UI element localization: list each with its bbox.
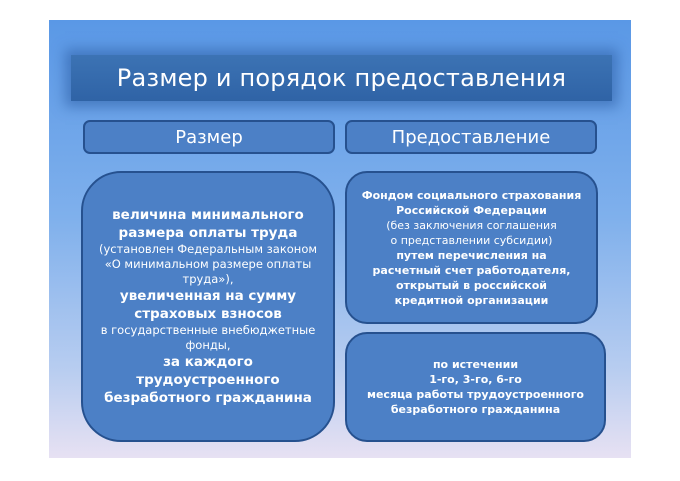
text-line: страховых взносов: [134, 306, 282, 322]
text-line: кредитной организации: [394, 293, 549, 307]
text-line: путем перечисления на: [396, 248, 547, 262]
provision-method-box: [345, 171, 598, 324]
text-line: расчетный счет работодателя,: [372, 263, 571, 277]
header-size-label: Размер: [175, 126, 243, 148]
text-line: фонды,: [185, 338, 231, 352]
slide: [49, 20, 631, 458]
text-line: Российской Федерации: [396, 203, 547, 217]
text-line: в государственные внебюджетные: [100, 323, 316, 337]
text-line: «О минимальном размере оплаты: [104, 257, 312, 271]
text-line: безработного гражданина: [104, 390, 312, 406]
text-line: величина минимального: [112, 207, 304, 223]
text-line: Фондом социального страхования: [361, 188, 582, 202]
text-line: безработного гражданина: [390, 403, 561, 416]
text-line: открытый в российской: [395, 278, 547, 292]
text-line: 1-го, 3-го, 6-го: [429, 373, 522, 386]
text-line: (без заключения соглашения: [386, 218, 557, 232]
text-line: увеличенная на сумму: [119, 288, 297, 304]
text-line: о представлении субсидии): [390, 233, 553, 247]
text-line: по истечении: [432, 358, 519, 371]
text-line: месяца работы трудоустроенного: [366, 388, 584, 401]
text-line: размера оплаты труда: [118, 225, 298, 241]
title-bar: [71, 55, 612, 101]
header-size: [83, 120, 335, 154]
header-provision-label: Предоставление: [391, 126, 551, 148]
text-line: (установлен Федеральным законом: [98, 242, 318, 256]
text-line: за каждого: [163, 354, 253, 370]
header-provision: [345, 120, 597, 154]
provision-timing-box: [345, 332, 606, 442]
size-description-box: [81, 171, 335, 442]
text-line: трудоустроенного: [136, 372, 280, 388]
text-line: труда»),: [182, 272, 234, 286]
slide-title: Размер и порядок предоставления: [116, 64, 567, 92]
